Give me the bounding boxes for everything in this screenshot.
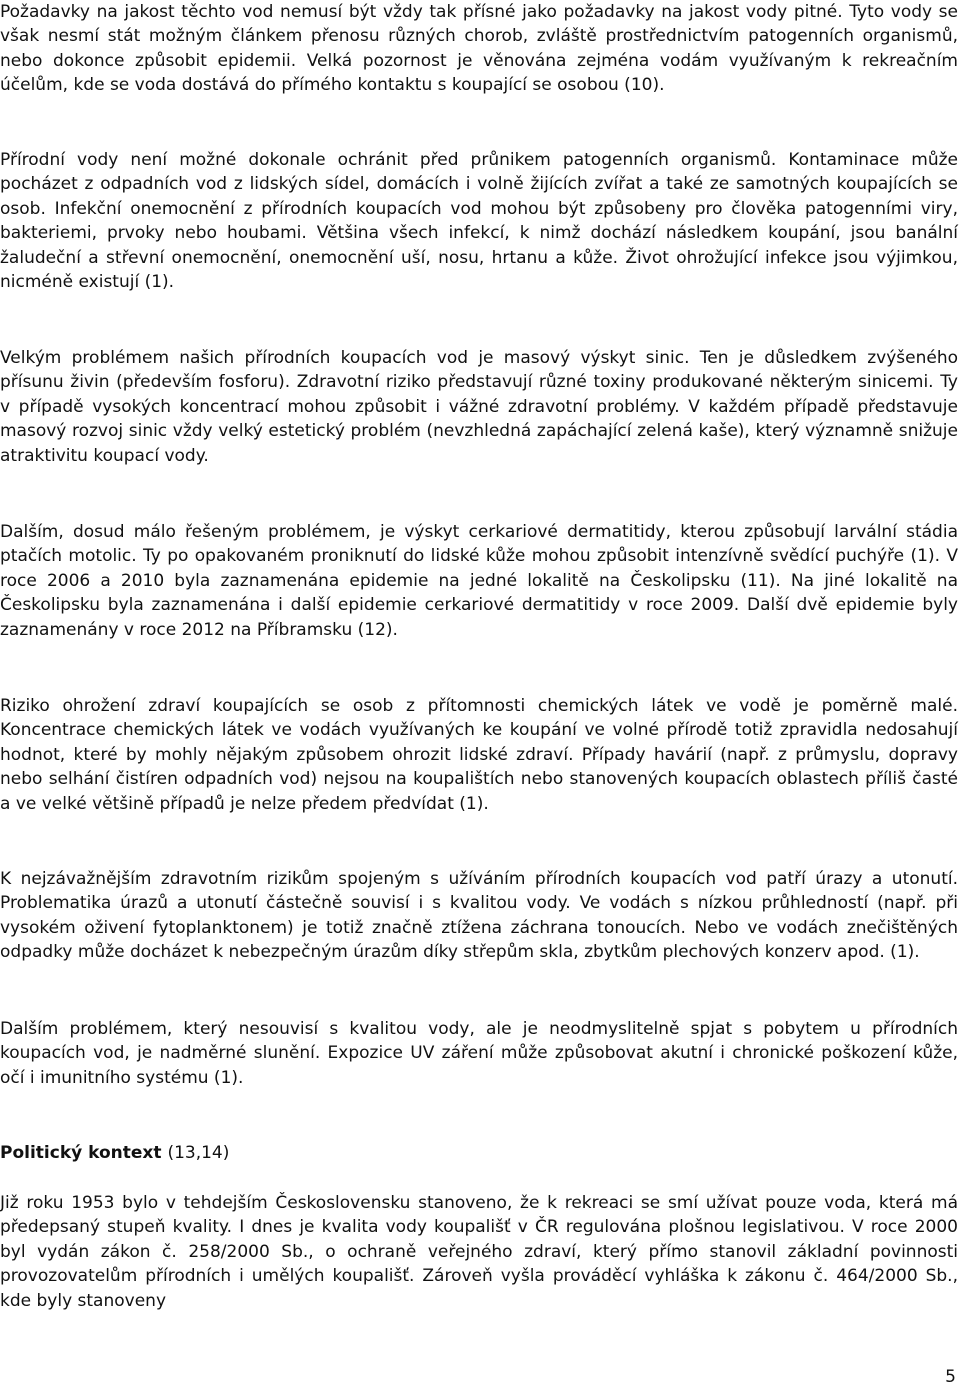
paragraph-chemical-risks: Riziko ohrožení zdraví koupajících se osob z přítomnosti chemických látek ve vodě je poměrně malé. Koncentrace chemických látek ve vodách využívaných ke koupání ve volné přírodě totiž zpravidla nedosahují hodnot, které by mohly nějakým způsobem ohrozit lidské zdraví. Případy havárií (např. z průmyslu, dopravy nebo selhání čistíren odpadních vod) nejsou na koupalištích nebo stanovených koupacích oblastech příliš časté a ve velké většině případů je nelze předem předvídat (1). bbox=[0, 696, 958, 814]
paragraph-water-quality-requirements: Požadavky na jakost těchto vod nemusí být vždy tak přísné jako požadavky na jakost vody pitné. Tyto vody se však nesmí stát možným článkem přenosu různých chorob, zvláště prostřednictvím patogenních organismů, nebo dokonce způsobit epidemii. Velká pozornost je věnována zejména vodám využívaným k rekreačním účelům, kde se voda dostává do přímého kontaktu s koupající se osobou (10). bbox=[0, 2, 958, 96]
section-heading-refs: (13,14) bbox=[167, 1143, 230, 1163]
section-heading-title: Politický kontext bbox=[0, 1143, 162, 1163]
paragraph-cercarial-dermatitis: Dalším, dosud málo řešeným problémem, je výskyt cerkariové dermatitidy, kterou způsobují larvální stádia ptačích motolic. Ty po opakovaném proniknutí do lidské kůže mohou způsobit intenzívně svědící puchýře (1). V roce 2006 a 2010 byla zaznamenána epidemie na jedné lokalitě na Českolipsku (11). Na jiné lokalitě na Českolipsku byla zaznamenána i další epidemie cerkariové dermatitidy v roce 2009. Další dvě epidemie byly zaznamenány v roce 2012 na Příbramsku (12). bbox=[0, 522, 958, 640]
paragraph-political-context: Již roku 1953 bylo v tehdejším Československu stanoveno, že k rekreaci se smí užívat pouze voda, která má předepsaný stupeň kvality. I dnes je kvalita vody koupališť v ČR regulována plošnou legislativou. V roce 2000 byl vydán zákon č. 258/2000 Sb., o ochraně veřejného zdraví, který přímo stanovil základní povinnosti provozovatelům přírodních i umělých koupališť. Zároveň vyšla prováděcí vyhláška k zákonu č. 464/2000 Sb., kde byly stanoveny bbox=[0, 1193, 958, 1311]
paragraph-pathogens: Přírodní vody není možné dokonale ochránit před průnikem patogenních organismů. Kontaminace může pocházet z odpadních vod z lidských sídel, domácích i volně žijících zvířat a také ze samotných koupajících se osob. Infekční onemocnění z přírodních koupacích vod mohou být způsobeny pro člověka patogenními viry, bakteriemi, prvoky nebo houbami. Většina všech infekcí, k nimž dochází následkem koupání, jsou banální žaludeční a střevní onemocnění, onemocnění uší, nosu, hrtanu a kůže. Život ohrožující infekce jsou výjimkou, nicméně existují (1). bbox=[0, 150, 958, 293]
paragraph-injuries-drowning: K nejzávažnějším zdravotním rizikům spojeným s užíváním přírodních koupacích vod patří úrazy a utonutí. Problematika úrazů a utonutí částečně souvisí i s kvalitou vody. Ve vodách s nízkou průhledností (např. při vysokém oživení fytoplanktonem) je totiž značně ztížena záchrana tonoucích. Nebo ve vodách znečištěných odpadky může docházet k nebezpečným úrazům díky střepům skla, zbytkům plechových konzerv apod. (1). bbox=[0, 869, 958, 963]
section-heading bbox=[0, 1141, 958, 1165]
paragraph-sun-exposure: Dalším problémem, který nesouvisí s kvalitou vody, ale je neodmyslitelně spjat s pobytem u přírodních koupacích vod, je nadměrné slunění. Expozice UV záření může způsobovat akutní i chronické poškození kůže, očí i imunitního systému (1). bbox=[0, 1019, 958, 1088]
paragraph-cyanobacteria: Velkým problémem našich přírodních koupacích vod je masový výskyt sinic. Ten je důsledkem zvýšeného přísunu živin (především fosforu). Zdravotní riziko představují různé toxiny produkované některým sinicemi. Ty v případě vysokých koncentrací mohou způsobit i vážné zdravotní problémy. V každém případě představuje masový rozvoj sinic vždy velký estetický problém (nevzhledná zapáchající zelená kaše), který významně snižuje atraktivitu koupací vody. bbox=[0, 348, 958, 466]
page-number: 5 bbox=[945, 1367, 956, 1387]
